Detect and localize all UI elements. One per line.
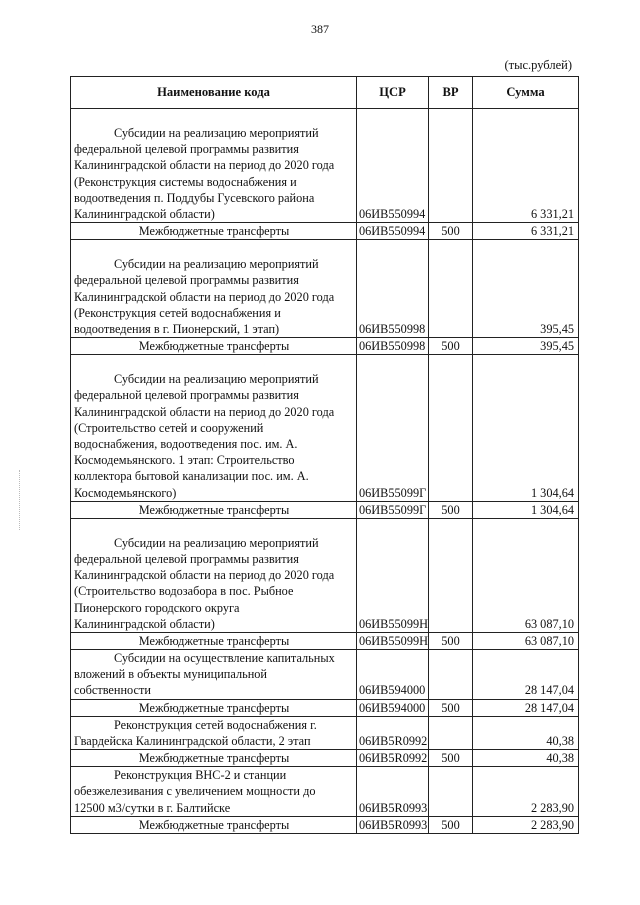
subrow-amount: 40,38 — [473, 750, 579, 767]
item-name-line: водоснабжения, водоотведения пос. им. А. — [74, 437, 298, 452]
item-amount: 1 304,64 — [473, 355, 579, 502]
subrow-vr: 500 — [429, 699, 473, 716]
subrow-amount: 1 304,64 — [473, 501, 579, 518]
table-row — [71, 355, 579, 502]
item-code: 06ИВ550994 — [357, 109, 429, 223]
item-name-line: Калининградской области на период до 2020 года — [74, 568, 335, 583]
subrow-name: Межбюджетные трансферты — [71, 501, 357, 518]
item-name-line: федеральной целевой программы развития — [74, 552, 299, 567]
subrow-code: 06ИВ594000 — [357, 699, 429, 716]
table-subrow — [71, 750, 579, 767]
table-row — [71, 767, 579, 817]
subrow-vr: 500 — [429, 223, 473, 240]
table-subrow — [71, 699, 579, 716]
item-name-line: Космодемьянского) — [74, 485, 177, 500]
item-name — [71, 355, 357, 502]
margin-binding-mark — [19, 470, 20, 530]
item-amount: 63 087,10 — [473, 518, 579, 632]
table-row — [71, 716, 579, 749]
header-name: Наименование кода — [71, 77, 357, 109]
subrow-code: 06ИВ5R0992 — [357, 750, 429, 767]
subrow-vr: 500 — [429, 338, 473, 355]
header-vr: ВР — [429, 77, 473, 109]
subrow-name: Межбюджетные трансферты — [71, 750, 357, 767]
subrow-code: 06ИВ550998 — [357, 338, 429, 355]
page-number: 387 — [311, 22, 329, 36]
subrow-name: Межбюджетные трансферты — [71, 633, 357, 650]
item-amount: 28 147,04 — [473, 650, 579, 700]
item-name-line: (Строительство сетей и сооружений — [74, 420, 264, 435]
item-name-line: водоотведения п. Поддубы Гусевского района — [74, 190, 315, 205]
header-sum: Сумма — [473, 77, 579, 109]
item-amount: 6 331,21 — [473, 109, 579, 223]
item-code: 06ИВ550998 — [357, 240, 429, 338]
table-row — [71, 240, 579, 338]
table-body — [71, 109, 579, 834]
subrow-amount: 28 147,04 — [473, 699, 579, 716]
item-name-line: федеральной целевой программы развития — [74, 388, 299, 403]
table-subrow — [71, 223, 579, 240]
item-name-line: Субсидии на реализацию мероприятий — [114, 372, 319, 387]
subrow-amount: 6 331,21 — [473, 223, 579, 240]
item-name — [71, 240, 357, 338]
item-name-line: Гвардейска Калининградской области, 2 этап — [74, 733, 311, 748]
item-code: 06ИВ55099Г — [357, 355, 429, 502]
item-name-line: Пионерского городского округа — [74, 600, 240, 615]
subrow-vr: 500 — [429, 501, 473, 518]
item-name-line: Калининградской области на период до 2020 года — [74, 289, 335, 304]
item-vr — [429, 767, 473, 817]
item-name-line: Калининградской области) — [74, 207, 215, 222]
table-row — [71, 518, 579, 632]
item-code: 06ИВ5R0992 — [357, 716, 429, 749]
item-vr — [429, 355, 473, 502]
subrow-code: 06ИВ5R0993 — [357, 816, 429, 833]
subrow-code: 06ИВ550994 — [357, 223, 429, 240]
item-vr — [429, 650, 473, 700]
item-vr — [429, 716, 473, 749]
subrow-code: 06ИВ55099Н — [357, 633, 429, 650]
units-label: (тыс.рублей) — [504, 58, 572, 72]
table-header-row — [71, 77, 579, 109]
item-name-line: водоотведения в г. Пионерский, 1 этап) — [74, 322, 280, 337]
subrow-name: Межбюджетные трансферты — [71, 338, 357, 355]
item-code: 06ИВ594000 — [357, 650, 429, 700]
subrow-amount: 395,45 — [473, 338, 579, 355]
item-name-line: Субсидии на осуществление капитальных — [114, 651, 335, 666]
item-name — [71, 650, 357, 700]
item-name-line: федеральной целевой программы развития — [74, 273, 299, 288]
table-row — [71, 109, 579, 223]
item-name-line: вложений в объекты муниципальной — [74, 667, 268, 682]
item-amount: 395,45 — [473, 240, 579, 338]
item-name — [71, 109, 357, 223]
subrow-name: Межбюджетные трансферты — [71, 223, 357, 240]
item-vr — [429, 240, 473, 338]
subrow-vr: 500 — [429, 750, 473, 767]
subrow-vr: 500 — [429, 816, 473, 833]
item-code: 06ИВ5R0993 — [357, 767, 429, 817]
subrow-amount: 2 283,90 — [473, 816, 579, 833]
item-name-line: Калининградской области на период до 2020 года — [74, 158, 335, 173]
item-name-line: обезжелезивания с увеличением мощности до — [74, 784, 316, 799]
item-name-line: Реконструкция сетей водоснабжения г. — [114, 717, 317, 732]
table-subrow — [71, 633, 579, 650]
item-name-line: Субсидии на реализацию мероприятий — [114, 126, 319, 140]
table-row — [71, 650, 579, 700]
table-subrow — [71, 501, 579, 518]
item-name-line: Космодемьянского. 1 этап: Строительство — [74, 453, 295, 468]
item-amount: 2 283,90 — [473, 767, 579, 817]
item-vr — [429, 518, 473, 632]
item-name-line: Калининградской области) — [74, 616, 215, 631]
subrow-amount: 63 087,10 — [473, 633, 579, 650]
item-name — [71, 716, 357, 749]
subrow-name: Межбюджетные трансферты — [71, 816, 357, 833]
subrow-vr: 500 — [429, 633, 473, 650]
item-name-line: (Реконструкция сетей водоснабжения и — [74, 305, 281, 320]
item-name-line: федеральной целевой программы развития — [74, 142, 299, 157]
item-name-line: собственности — [74, 683, 151, 698]
item-name-line: Реконструкция ВНС-2 и станции — [114, 768, 287, 783]
item-name-line: (Строительство водозабора в пос. Рыбное — [74, 584, 294, 599]
item-name — [71, 767, 357, 817]
table-subrow — [71, 816, 579, 833]
item-name-line: (Реконструкция системы водоснабжения и — [74, 174, 297, 189]
item-code: 06ИВ55099Н — [357, 518, 429, 632]
table-subrow — [71, 338, 579, 355]
subrow-code: 06ИВ55099Г — [357, 501, 429, 518]
item-name-line: Калининградской области на период до 2020 года — [74, 404, 335, 419]
item-amount: 40,38 — [473, 716, 579, 749]
item-name-line: Субсидии на реализацию мероприятий — [114, 535, 319, 550]
item-vr — [429, 109, 473, 223]
header-csr: ЦСР — [357, 77, 429, 109]
item-name-line: Субсидии на реализацию мероприятий — [114, 257, 319, 272]
item-name-line: 12500 м3/сутки в г. Балтийске — [74, 800, 231, 815]
budget-table — [70, 76, 579, 834]
subrow-name: Межбюджетные трансферты — [71, 699, 357, 716]
item-name — [71, 518, 357, 632]
item-name-line: коллектора бытовой канализации пос. им. А. — [74, 469, 309, 484]
